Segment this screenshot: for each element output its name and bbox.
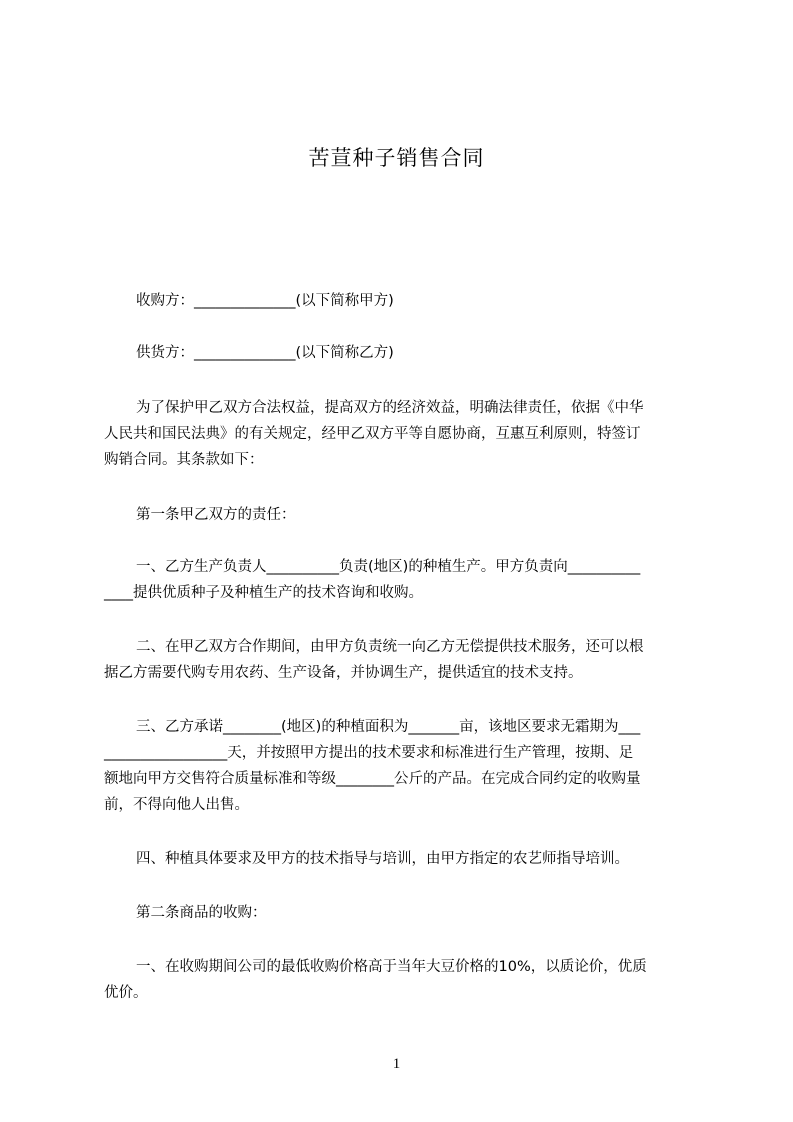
buyer-text: 收购方：______________(以下简称甲方)	[136, 293, 394, 309]
clause-line: 一、乙方生产负责人__________负责(地区)的种植生产。甲方负责向__________	[136, 559, 641, 575]
page-number: 1	[392, 1056, 401, 1072]
page-title: 苦荁种子销售合同	[308, 146, 485, 170]
article1-item4	[104, 846, 704, 872]
intro-paragraph	[104, 395, 704, 473]
seller-line	[104, 340, 704, 366]
buyer-line	[104, 288, 704, 314]
article2-item1	[104, 954, 704, 1006]
intro-line: 人民共和国民法典》的有关规定，经甲乙双方平等自愿协商，互惠互利原则，特签订	[104, 426, 641, 442]
intro-line: 购销合同。其条款如下：	[104, 452, 264, 468]
clause-line: ____提供优质种子及种植生产的技术咨询和收购。	[104, 585, 423, 601]
clause-line: 优价。	[104, 985, 148, 1001]
clause-line: 二、在甲乙双方合作期间，由甲方负责统一向乙方无偿提供技术服务，还可以根	[136, 639, 644, 655]
clause-line: 额地向甲方交售符合质量标准和等级________公斤的产品。在完成合同约定的收购量	[104, 771, 641, 787]
seller-text: 供货方：______________(以下简称乙方)	[136, 345, 394, 361]
clause-line: 一、在收购期间公司的最低收购价格高于当年大豆价格的10%，以质论价，优质	[136, 959, 647, 975]
clause-line: 三、乙方承诺________(地区)的种植面积为_______亩，该地区要求无霜期为___	[136, 719, 641, 735]
article-heading: 第二条商品的收购：	[136, 905, 267, 921]
article-heading: 第一条甲乙双方的责任：	[136, 507, 296, 523]
clause-line: 据乙方需要代购专用农药、生产设备，并协调生产，提供适宜的技术支持。	[104, 665, 583, 681]
clause-line: 四、种植具体要求及甲方的技术指导与培训，由甲方指定的农艺师指导培训。	[136, 851, 629, 867]
article1-item2	[104, 634, 704, 686]
article1-item1	[104, 554, 704, 606]
intro-line: 为了保护甲乙双方合法权益，提高双方的经济效益，明确法律责任，依据《中华	[136, 400, 644, 416]
article1-heading	[104, 502, 704, 528]
article2-heading	[104, 900, 704, 926]
clause-line: 前，不得向他人出售。	[104, 797, 249, 813]
article1-item3	[104, 714, 704, 818]
clause-line: _________________天，并按照甲方提出的技术要求和标准进行生产管理，按期、足	[104, 745, 634, 761]
